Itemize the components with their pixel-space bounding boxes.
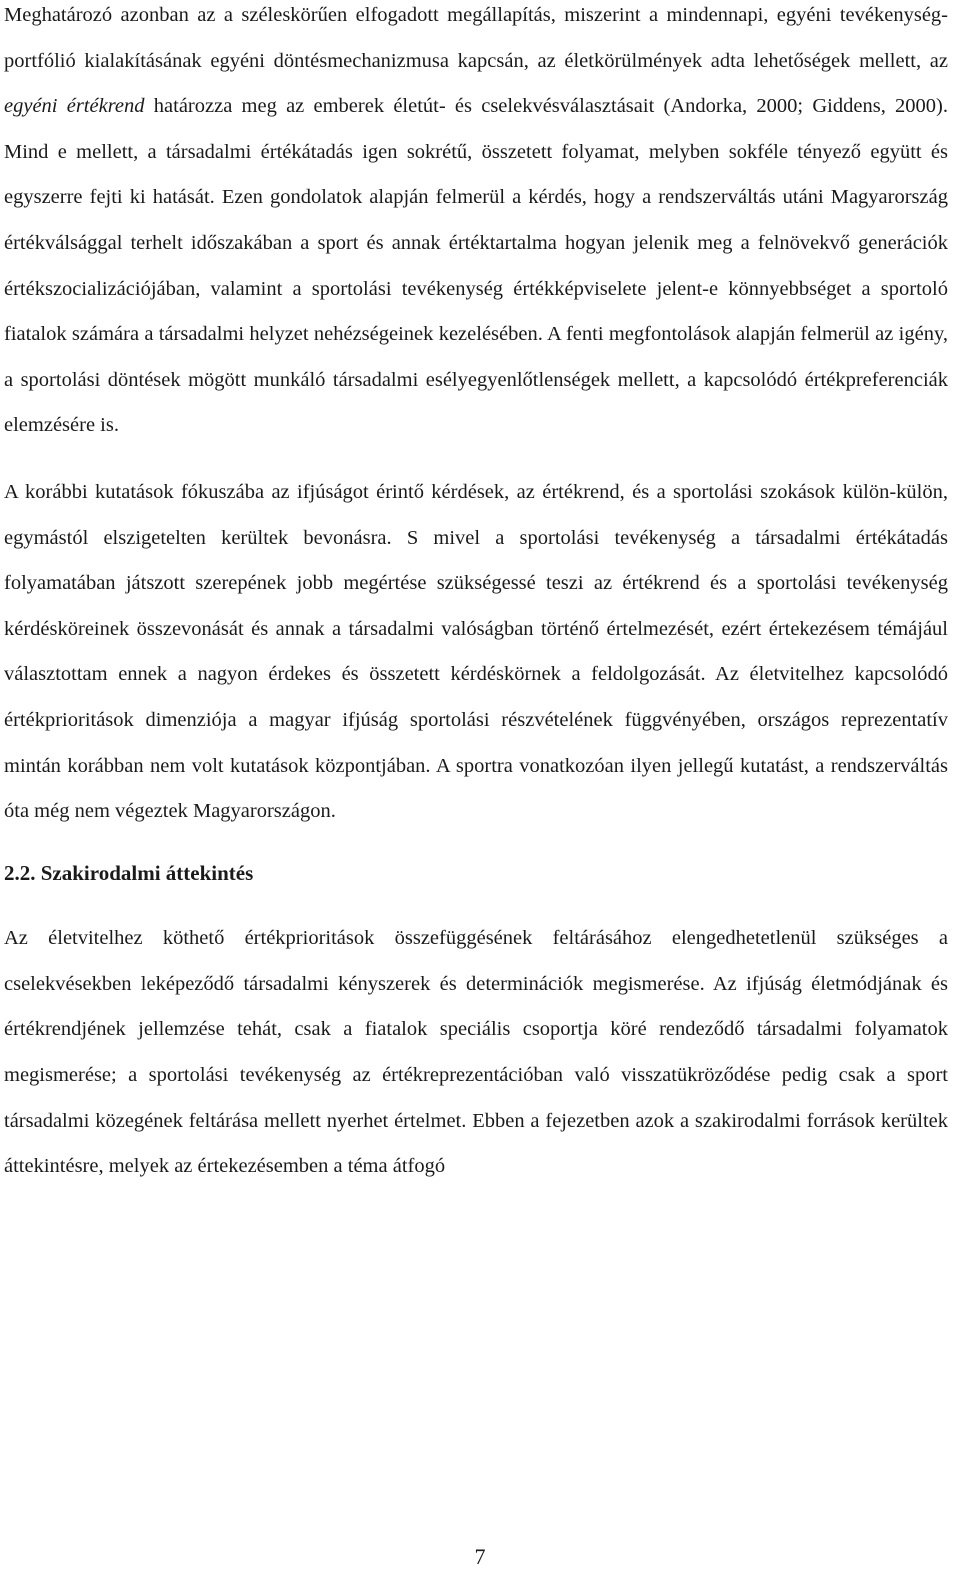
paragraph-research-focus: A korábbi kutatások fókuszába az ifjúságot érintő kérdések, az értékrend, és a sportolási szokások külön-külön, egymástól elszigetelten kerültek bevonásra. S mivel a sportolási tevékenység a társadalmi értékátadás folyamatában játszott szerepének jobb megértése szükségessé teszi az értékrend és a sportolási tevékenység kérdésköreinek összevonását és annak a társadalmi valóságban történő értelmezését, ezért értekezésem témájául választottam ennek a nagyon érdekes és összetett kérdéskörnek a feldolgozását. Az életvitelhez kapcsolódó értékprioritások dimenziója a magyar ifjúság sportolási részvételének függvényében, országos reprezentatív mintán korábban nem volt kutatások központjában. A sportra vonatkozóan ilyen jellegű kutatást, a rendszerváltás óta még nem végeztek Magyarországon. <box>4 480 948 823</box>
document-page <box>4 0 948 1190</box>
paragraph-intro <box>4 0 948 449</box>
paragraph-spacer <box>4 449 948 470</box>
emphasis-egyeni-ertekrend: egyéni értékrend <box>4 95 145 118</box>
paragraph-literature-review: Az életvitelhez köthető értékprioritások összefüggésének feltárásához elengedhetetlenül szükséges a cselekvésekben leképeződő társadalmi kényszerek és determinációk megismerése. Az ifjúság életmódjának és értékrendjének jellemzése tehát, csak a fiatalok speciális csoportja köré rendeződő társadalmi folyamatok megismerése; a sportolási tevékenység az értékreprezentációban való visszatükröződése pedig csak a sport társadalmi közegének feltárása mellett nyerhet értelmet. Ebben a fejezetben azok a szakirodalmi források kerültek áttekintésre, melyek az értekezésemben a téma átfogó <box>4 927 948 1178</box>
paragraph-spacer <box>4 835 948 851</box>
paragraph-intro-part-2: határozza meg az emberek életút- és cselekvésválasztásait (Andorka, 2000; Giddens, 2000). Mind e mellett, a társadalmi értékátadás igen sokrétű, összetett folyamat, melyben sokféle tényező együtt és egyszerre fejti ki hatását. Ezen gondolatok alapján felmerül a kérdés, hogy a rendszerváltás utáni Magyarország értékválsággal terhelt időszakában a sport és annak értéktartalma hogyan jelenik meg a felnövekvő generációk értékszocializációjában, valamint a sportolási tevékenység értékképviselete jelent-e könnyebbséget a sportoló fiatalok számára a társadalmi helyzet nehézségeinek kezelésében. A fenti megfontolások alapján felmerül az igény, a sportolási döntések mögött munkáló társadalmi esélyegyenlőtlenségek mellett, a kapcsolódó értékpreferenciák elemzésére is. <box>4 95 949 437</box>
heading-spacer <box>4 896 948 916</box>
paragraph-intro-part-1: Meghatározó azonban az a széleskörűen elfogadott megállapítás, miszerint a mindennapi, egyéni tevékenység-portfólió kialakításának egyéni döntésmechanizmusa kapcsán, az életkörülmények adta lehetőségek mellett, az <box>4 4 948 72</box>
section-heading: 2.2. Szakirodalmi áttekintés <box>4 860 254 885</box>
page-number: 7 <box>474 1544 486 1569</box>
